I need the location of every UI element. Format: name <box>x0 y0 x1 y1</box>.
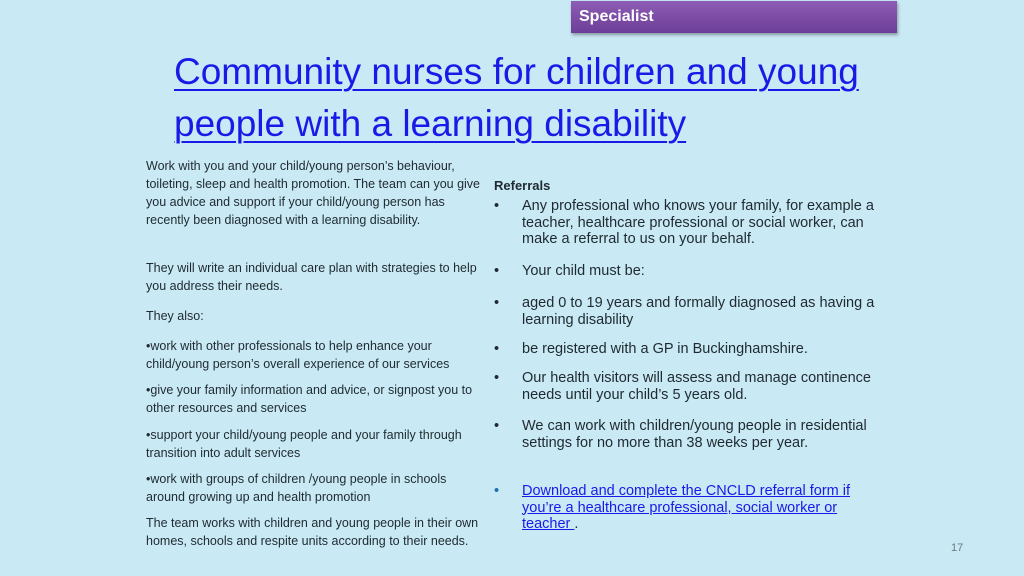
bullet-icon: • <box>494 370 500 386</box>
bullet-icon: • <box>494 263 500 279</box>
service-item-information: •give your family information and advice, or signpost you to other resources and services <box>146 383 473 415</box>
download-referral-form-link[interactable]: Download and complete the CNCLD referral form if you’re a healthcare professional, social worker or teacher <box>522 483 850 532</box>
bullet-icon: • <box>494 418 500 434</box>
referral-item-gp: • be registered with a GP in Buckinghamshire. <box>494 341 808 357</box>
link-suffix: . <box>574 516 579 532</box>
team-paragraph: The team works with children and young people in their own homes, schools and respite units according to their needs. <box>146 516 479 548</box>
service-item-groups: •work with groups of children /young people in schools around growing up and health promotion <box>146 472 447 504</box>
care-plan-paragraph: They will write an individual care plan with strategies to help you address their needs. <box>146 261 477 293</box>
referral-item-residential: • We can work with children/young people in residential settings for no more than 38 weeks per year. <box>494 418 867 451</box>
section-tag-specialist: Specialist <box>571 1 897 33</box>
referral-item-professional: • Any professional who knows your family, for example a teacher, healthcare professional or social worker, can make a referral to us on your behalf. <box>494 198 874 247</box>
referral-item-continence: • Our health visitors will assess and manage continence needs until your child’s 5 years old. <box>494 370 871 403</box>
they-also-label: They also: <box>146 309 204 323</box>
referral-item-child-must-be: • Your child must be: <box>494 263 645 279</box>
referrals-heading: Referrals <box>494 178 551 193</box>
bullet-icon: • <box>494 483 500 499</box>
service-item-professionals: •work with other professionals to help enhance your child/young person’s overall experience of our services <box>146 339 450 371</box>
referral-item-age: • aged 0 to 19 years and formally diagnosed as having a learning disability <box>494 295 875 328</box>
page-title-link[interactable]: Community nurses for children and young people with a learning disability <box>174 51 859 144</box>
referral-item-download <box>494 483 889 533</box>
bullet-icon: • <box>494 295 500 311</box>
bullet-icon: • <box>494 198 500 214</box>
bullet-icon: • <box>494 341 500 357</box>
intro-paragraph: Work with you and your child/young person’s behaviour, toileting, sleep and health promotion. The team can you give you advice and support if your child/young person has recently been diagnosed with a learning disability. <box>146 159 481 227</box>
service-item-transition: •support your child/young people and your family through transition into adult services <box>146 428 462 460</box>
page-number: 17 <box>951 542 964 554</box>
